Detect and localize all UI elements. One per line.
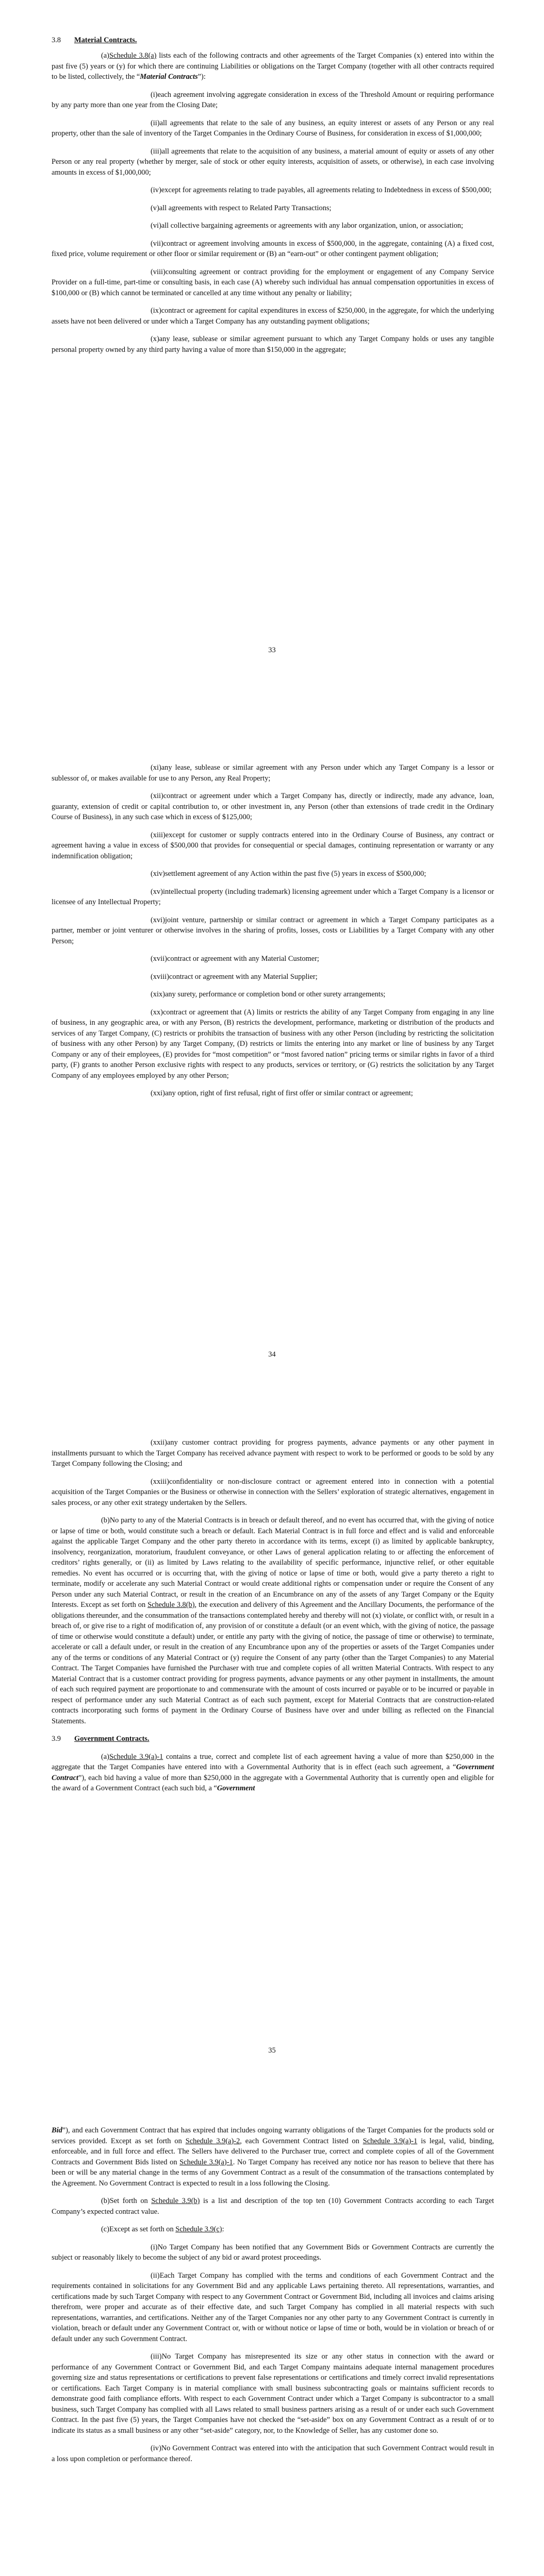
item-lead: (i) xyxy=(151,2243,158,2251)
list-item: (ii)Each Target Company has complied with the terms and conditions of each Government Contract and the requirements contained in solicitations for any Government Bid and any applicable Laws pertaining thereto. All representations, warranties, and certifications made by such Target Company with respect to any Government Contract or Government Bid, including all invoices and claims arising therefrom, were proper and accurate as of their effective date, and such Target Company has complied in all material respects with such representations, warranties, and certifications. Neither any of the Target Companies nor any other party to any Government Contract is currently in violation, breach or default under any Government Contract or, with or without notice or lapse of time or both, would be in violation or breach of or default under any such Government Contract. xyxy=(52,2271,494,2343)
list-item: (ix)contract or agreement for capital expenditures in excess of $250,000, in the aggregate, for which the underlying assets have not been delivered or under which a Target Company has any outstanding payment obligations; xyxy=(52,307,494,326)
item-lead: (xiv) xyxy=(151,870,165,878)
section-heading-3-8 xyxy=(52,35,137,46)
list-item: (xvi)joint venture, partnership or similar contract or agreement in which a Target Company participates as a partner, member or joint venturer or otherwise involves in the sharing of profits, losses, costs or Liabilities by a Target Company with any other Person; xyxy=(52,916,494,945)
paragraph-continuation: Bid”), and each Government Contract that has expired that includes ongoing warranty obligations of the Target Companies for the products sold or services provided. Except as set forth on Schedule 3.9(a)-2, each Government Contract listed on Schedule 3.9(a)-1 is legal, valid, binding, enforceable, and in full force and effect. The Sellers have delivered to the Purchaser true, correct and complete copies of all of the Government Contracts and Government Bids listed on Schedule 3.9(a)-1. No Target Company has received any notice nor has reason to believe that there has been or will be any material change in the terms of any Government Contract as a result of the consummation of the transactions contemplated by the Agreement. No Government Contract is expected to result in a loss following the Closing. xyxy=(52,2126,494,2188)
item-lead: (viii) xyxy=(151,267,166,276)
list-item: (xxi)any option, right of first refusal, right of first offer or similar contract or agreement; xyxy=(52,1088,494,1099)
paragraph-3-9-a: (a)Schedule 3.9(a)-1 contains a true, correct and complete list of each agreement having a value of more than $250,000 in the aggregate that the Target Companies have entered into with a Governmental Authority that is in effect (each such agreement, a “Government Contract”), each bid having a value of more than $250,000 in the aggregate with a Governmental Authority that is currently open and eligible for the award of a Government Contract (each such bid, a “Government xyxy=(52,1752,494,1792)
item-lead: (xvii) xyxy=(151,955,167,963)
item-lead: (ix) xyxy=(151,307,161,315)
page-36 xyxy=(0,2110,544,2576)
list-item: (xi)any lease, sublease or similar agreement with any Person under which any Target Company is a lessor or sublessor of, or makes available for use to any Person, any Real Property; xyxy=(52,764,494,783)
page-35 xyxy=(0,1406,544,2110)
list-item: (iii)No Target Company has misrepresented its size or any other status in connection with the award or performance of any Government Contract or Government Bid, and each Target Company maintains adequate internal management procedures governing size and status representations or certifications to prevent false representations or certifications and timely correct invalid representations or certifications. Each Target Company is in material compliance with small business subcontracting goals or maintains sufficient records to demonstrate good faith compliance efforts. With respect to each Government Contract under which a Target Company is subcontractor to a small business, such Target Company has complied with all Laws related to small business partners arising as a result of or under each such Government Contract. In the past five (5) years, the Target Companies have not checked the “set-aside” box on any Government Contract as a result of or to indicate its status as a small business or any other “set-aside” category, nor, to the Knowledge of Seller, has any customer done so. xyxy=(52,2352,494,2435)
item-lead: (b) xyxy=(101,1516,110,1524)
paragraph-3-8-b: (b)No party to any of the Material Contracts is in breach or default thereof, and no event has occurred that, with the giving of notice or lapse of time or both, would constitute such a breach or default. Each Material Contract is in full force and effect and is valid and enforceable against the applicable Target Company and the other party thereto in accordance with its terms, except (i) as limited by applicable bankruptcy, insolvency, reorganization, moratorium, fraudulent conveyance, or other Laws of general application relating to or affecting the enforcement of creditors’ rights generally, or (ii) as limited by Laws relating to the availability of specific performance, injunctive relief, or other equitable remedies. No event has occurred or is occurring that, with the giving of notice or lapse of time or both, would give a party thereto a right to terminate, modify or accelerate any such Material Contract or would create additional rights or compensation under or require the Consent of any Person under any such Material Contract, or result in the creation of an Encumbrance on any of the assets of any Target Company or the Equity Interests. Except as set forth on Schedule 3.8(b), the execution and delivery of this Agreement and the Ancillary Documents, the performance of the obligations thereunder, and the consummation of the transactions contemplated hereby and thereby will not (x) violate, or conflict with, or result in a breach of, or give rise to a right of modification of, any provision of or constitute a default (or an event which, with the giving of notice, the passage of time or otherwise would constitute a default) under, or entitle any party with the giving of notice, the passage of time or otherwise) to terminate, accelerate or call a default under, or result in the creation of any Encumbrance upon any of the properties or assets of the Target Companies under any of the terms or conditions of any Material Contract or (y) require the Consent of any party (other than the Target Companies) to any Material Contract. The Target Companies have furnished the Purchaser with true and complete copies of all written Material Contracts. With respect to any Material Contract that is a customer contract providing for progress payments, advance payments or any other payment in installments, the amount of each such required payment are proportionate to and commensurate with the amount of costs incurred or payable or to be incurred or payable in respect of performance under any such Material Contract as of each such payment, except for Material Contracts that are construction-related contracts incorporating such forms of payment in the Ordinary Course of Business have over and under billing as reflected on the Financial Statements. xyxy=(52,1516,494,1725)
item-lead: (xviii) xyxy=(151,972,169,981)
schedule-reference: Schedule 3.9(a)-2 xyxy=(185,2137,240,2145)
item-lead: (v) xyxy=(151,204,159,212)
list-item: (xxiii)confidentiality or non-disclosure contract or agreement entered into in connection with a potential acquisition of the Target Companies or the Business or otherwise in connection with the Sellers’ exploration of strategic alternatives, engagement in sales process, or any other exit strategy undertaken by the Sellers. xyxy=(52,1477,494,1507)
defined-term: Bid xyxy=(52,2126,62,2134)
list-item: (xii)contract or agreement under which a Target Company has, directly or indirectly, made any advance, loan, guaranty, extension of credit or capital contribution to, or other investment in, any Person (other than extensions of trade credit in the Ordinary Course of Business), in any such case which in excess of $125,000; xyxy=(52,792,494,821)
list-item: (xx)contract or agreement that (A) limits or restricts the ability of any Target Company from engaging in any line of business, in any geographic area, or with any Person, (B) restricts the development, performance, marketing or distribution of the products and services of any Target Company, (C) restricts or prohibits the transaction of business with any other Person (including by restricting the solicitation of business with any other Person) by any Target Company, (D) restricts or limits the entering into any market or line of business by any Target Company or any of their employees, (E) provides for “most competition” or “most favored nation” pricing terms or similar rights in favor of a third party, (F) grants to another Person exclusive rights with respect to any products, services or territory, or (G) restricts the solicitation by any Target Company of any employees employed by any other Person; xyxy=(52,1008,494,1080)
list-item: (i)each agreement involving aggregate consideration in excess of the Threshold Amount or requiring performance by any party more than one year from the Closing Date; xyxy=(52,90,494,109)
list-item: (viii)consulting agreement or contract providing for the employment or engagement of any Company Service Provider on a full-time, part-time or consulting basis, in each case (A) whereby such individual has annual compensation opportunities in excess of $100,000 or (B) which cannot be terminated or cancelled at any time without any penalty or liability; xyxy=(52,267,494,297)
page-33 xyxy=(0,0,544,703)
list-item: (iii)all agreements that relate to the acquisition of any business, a material amount of equity or assets of any other Person or any real property (whether by merger, sale of stock or other equity interests, acquisition of assets, or otherwise), in each case involving amounts in excess of $1,000,000; xyxy=(52,147,494,177)
page-number: 35 xyxy=(268,2046,276,2055)
list-item: (xiii)except for customer or supply contracts entered into in the Ordinary Course of Business, any contract or agreement having a value in excess of $500,000 that provides for consequential or special damages, continuing representation or warranty or any indemnification obligation; xyxy=(52,831,494,860)
item-lead: (iv) xyxy=(151,186,161,194)
defined-term: Government xyxy=(217,1784,255,1792)
schedule-reference: Schedule 3.9(b) xyxy=(151,2197,200,2205)
item-lead: (xv) xyxy=(151,887,163,896)
schedule-reference: Schedule 3.9(a)-1 xyxy=(109,1752,163,1761)
item-lead: (c) xyxy=(101,2225,109,2233)
list-item: (xiv)settlement agreement of any Action within the past five (5) years in excess of $500,000; xyxy=(52,869,494,879)
schedule-reference: Schedule 3.8(a) xyxy=(109,52,157,60)
page-number: 34 xyxy=(268,1350,276,1359)
list-item: (ii)all agreements that relate to the sale of any business, an equity interest or assets of any Person or any real property, other than the sale of inventory of the Target Companies in the Ordinary Course of Business, for consideration in excess of $1,000,000; xyxy=(52,118,494,138)
item-lead: (iii) xyxy=(151,147,162,156)
item-lead: (iii) xyxy=(151,2352,162,2361)
item-lead: (a) xyxy=(101,52,109,60)
schedule-reference: Schedule 3.8(b) xyxy=(147,1601,195,1609)
item-lead: (xi) xyxy=(151,764,161,772)
item-lead: (vi) xyxy=(151,222,161,230)
item-lead: (b) xyxy=(101,2197,110,2205)
item-lead: (xvi) xyxy=(151,916,165,924)
section-heading-3-9 xyxy=(52,1734,494,1744)
paragraph-3-8-a: (a)Schedule 3.8(a) lists each of the following contracts and other agreements of the Target Companies (x) entered into within the past five (5) years or (y) for which there are continuing Liabilities or obligations on the Target Company (together with all other contracts required to be listed, collectively, the “Material Contracts”): xyxy=(52,52,494,81)
list-item: (xix)any surety, performance or completion bond or other surety arrangements; xyxy=(52,989,494,1000)
defined-term: Material Contracts xyxy=(140,73,198,81)
page-34 xyxy=(0,703,544,1406)
list-item: (xvii)contract or agreement with any Material Customer; xyxy=(52,954,494,964)
item-lead: (vii) xyxy=(151,239,163,248)
section-title: Government Contracts. xyxy=(74,1735,150,1743)
section-number: 3.8 xyxy=(52,36,61,44)
schedule-reference: Schedule 3.9(a)-1 xyxy=(179,2158,233,2166)
list-item: (vii)contract or agreement involving amounts in excess of $500,000, in the aggregate, containing (A) a fixed cost, fixed price, volume requirement or other floor or similar requirement or (B) an “earn-out” or other contingent payment obligation; xyxy=(52,239,494,258)
item-lead: (a) xyxy=(101,1752,109,1761)
paragraph-3-9-c: (c)Except as set forth on Schedule 3.9(c): xyxy=(52,2224,494,2235)
page-number: 33 xyxy=(268,646,276,654)
item-lead: (x) xyxy=(151,335,159,343)
list-item: (xxii)any customer contract providing for progress payments, advance payments or any other payment in installments pursuant to which the Target Company has received advance payment with respect to work to be performed or goods to be sold by any Target Company following the Closing; and xyxy=(52,1438,494,1468)
item-lead: (xxi) xyxy=(151,1089,165,1097)
list-item: (i)No Target Company has been notified that any Government Bids or Government Contracts are currently the subject or reasonably likely to become the subject of any bid or award protest proceedings. xyxy=(52,2243,494,2262)
item-lead: (ii) xyxy=(151,2271,160,2280)
schedule-reference: Schedule 3.9(c) xyxy=(175,2225,222,2233)
item-lead: (xiii) xyxy=(151,831,166,839)
schedule-reference: Schedule 3.9(a)-1 xyxy=(362,2137,418,2145)
item-lead: (xxii) xyxy=(151,1438,167,1447)
item-lead: (xx) xyxy=(151,1008,163,1016)
defined-term: Government Contract xyxy=(52,1763,494,1782)
item-lead: (i) xyxy=(151,90,158,99)
item-lead: (ii) xyxy=(151,118,160,127)
list-item: (vi)all collective bargaining agreements or agreements with any labor organization, union, or association; xyxy=(52,221,494,231)
list-item: (v)all agreements with respect to Related Party Transactions; xyxy=(52,203,494,214)
list-item: (xv)intellectual property (including trademark) licensing agreement under which a Target Company is a licensor or licensee of any Intellectual Property; xyxy=(52,887,494,906)
list-item: (iv)except for agreements relating to trade payables, all agreements relating to Indebtedness in excess of $500,000; xyxy=(52,185,494,196)
list-item: (x)any lease, sublease or similar agreement pursuant to which any Target Company holds or uses any tangible personal property owned by any third party having a value of more than $150,000 in the aggregate; xyxy=(52,335,494,354)
paragraph-3-9-b: (b)Set forth on Schedule 3.9(b) is a list and description of the top ten (10) Government Contracts according to each Target Company’s expected contract value. xyxy=(52,2197,494,2216)
item-lead: (iv) xyxy=(151,2444,161,2452)
section-number: 3.9 xyxy=(52,1735,61,1743)
list-item: (iv)No Government Contract was entered into with the anticipation that such Government Contract would result in a loss upon completion or performance thereof. xyxy=(52,2444,494,2463)
list-item: (xviii)contract or agreement with any Material Supplier; xyxy=(52,972,494,982)
section-title: Material Contracts. xyxy=(74,36,137,44)
item-lead: (xxiii) xyxy=(151,1477,169,1486)
item-lead: (xix) xyxy=(151,990,165,998)
item-lead: (xii) xyxy=(151,792,163,800)
